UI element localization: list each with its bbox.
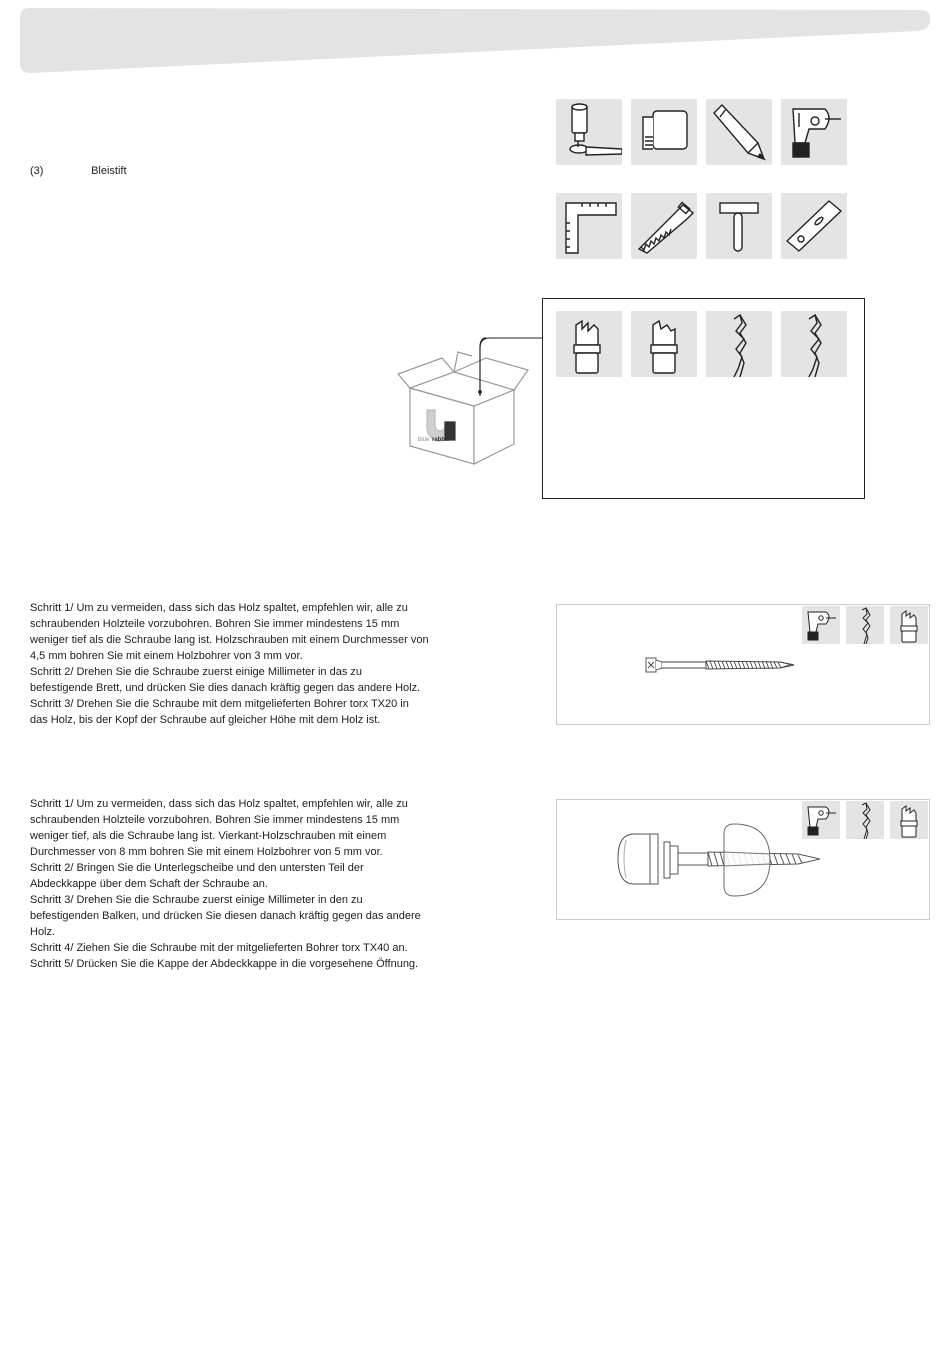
section1-line: 4,5 mm bohren Sie mit einem Holzbohrer von 3 mm vor. <box>30 650 303 662</box>
spirit-level-icon <box>781 193 847 259</box>
section2-line: Schritt 5/ Drücken Sie die Kappe der Abdeckkappe in die vorgesehene Öffnung. <box>30 958 419 970</box>
torx-bit-tx20-icon <box>556 311 622 377</box>
section2-line: Abdeckkappe über dem Schaft der Schraube an. <box>30 878 268 890</box>
section2-line: Durchmesser von 8 mm bohren Sie mit einem Holzbohrer von 5 mm vor. <box>30 846 383 858</box>
saw-icon <box>631 193 697 259</box>
section1-line: das Holz, bis der Kopf der Schraube auf gleicher Höhe mit dem Holz ist. <box>30 714 381 726</box>
tape-measure-icon <box>631 99 697 165</box>
section1-line: Schritt 2/ Drehen Sie die Schraube zuerst einige Millimeter in das zu <box>30 666 362 678</box>
section2-line: schraubenden Holzteile vorzubohren. Bohren Sie immer mindestens 15 mm <box>30 814 400 826</box>
section2-line: Holz. <box>30 926 56 938</box>
drill-bit-icon <box>781 311 847 377</box>
wrench-icon <box>556 99 622 165</box>
lag-screw-with-cap-icon <box>610 820 830 900</box>
drill-bit-icon <box>706 311 772 377</box>
drill-bit-icon <box>846 801 884 839</box>
hammer-icon <box>706 193 772 259</box>
header-band <box>0 0 950 80</box>
section1-line: weniger tief als die Schraube lang ist. Holzschrauben mit einem Durchmesser von <box>30 634 429 646</box>
tools-list-name: Bleistift <box>91 165 127 177</box>
section1-line: Schritt 1/ Um zu vermeiden, dass sich das Holz spaltet, empfehlen wir, alle zu <box>30 602 408 614</box>
torx-bit-icon <box>890 801 928 839</box>
drill-bit-icon <box>846 606 884 644</box>
section2-instructions <box>30 796 475 972</box>
torx-bit-icon <box>890 606 928 644</box>
leader-line <box>470 330 550 400</box>
square-ruler-icon <box>556 193 622 259</box>
tools-list-number: (3) <box>30 165 44 177</box>
section2-line: Schritt 1/ Um zu vermeiden, dass sich das Holz spaltet, empfehlen wir, alle zu <box>30 798 408 810</box>
drill-icon <box>781 99 847 165</box>
torx-bit-tx40-icon <box>631 311 697 377</box>
drill-icon <box>802 606 840 644</box>
section1-line: Schritt 3/ Drehen Sie die Schraube mit dem mitgelieferten Bohrer torx TX20 in <box>30 698 409 710</box>
wood-screw-icon <box>640 652 800 678</box>
section1-line: schraubenden Holzteile vorzubohren. Bohren Sie immer mindestens 15 mm <box>30 618 400 630</box>
tools-list-item <box>30 165 127 177</box>
pencil-icon <box>706 99 772 165</box>
brand-logo-text-2: rabbit <box>432 437 449 443</box>
section2-line: befestigenden Balken, und drücken Sie diesen danach kräftig gegen das andere <box>30 910 421 922</box>
section1-line: befestigende Brett, und drücken Sie dies danach kräftig gegen das andere Holz. <box>30 682 421 694</box>
section1-instructions <box>30 600 475 728</box>
section2-line: Schritt 2/ Bringen Sie die Unterlegscheibe und den untersten Teil der <box>30 862 364 874</box>
brand-logo-text-1: blue <box>418 437 430 443</box>
section2-line: Schritt 3/ Drehen Sie die Schraube zuerst einige Millimeter in den zu <box>30 894 363 906</box>
section2-line: weniger tief, als die Schraube lang ist. Vierkant-Holzschrauben mit einem <box>30 830 387 842</box>
section2-line: Schritt 4/ Ziehen Sie die Schraube mit der mitgelieferten Bohrer torx TX40 an. <box>30 942 408 954</box>
